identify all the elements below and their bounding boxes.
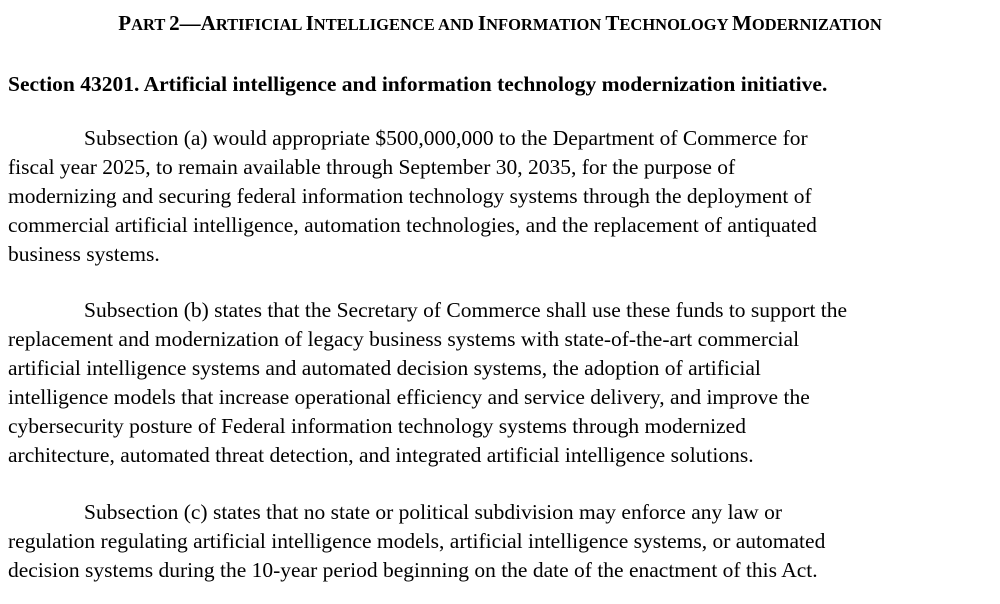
part-heading-segment: NTELLIGENCE AND [313,15,478,34]
paragraph-line: regulation regulating artificial intelligence models, artificial intelligence systems, or automated [8,529,826,553]
section-heading: Section 43201. Artificial intelligence and information technology modernization initiative. [8,72,828,96]
paragraph-line: architecture, automated threat detection, and integrated artificial intelligence solutions. [8,443,754,467]
part-heading-segment: P [118,11,132,35]
paragraph-line: business systems. [8,242,160,266]
paragraph-line: Subsection (b) states that the Secretary of Commerce shall use these funds to support the [84,298,848,322]
paragraph-line: Subsection (c) states that no state or political subdivision may enforce any law or [84,500,782,524]
subsection-b-paragraph [8,296,992,470]
subsection-a-paragraph [8,124,992,269]
paragraph-line: cybersecurity posture of Federal information technology systems through modernized [8,414,746,438]
part-heading-segment: NFORMATION [486,15,606,34]
part-heading-segment: I [477,11,487,35]
paragraph-line: fiscal year 2025, to remain available through September 30, 2035, for the purpose of [8,155,736,179]
subsection-c-paragraph [8,498,992,585]
part-heading-segment: I [305,11,314,35]
paragraph-line: decision systems during the 10-year period beginning on the date of the enactment of this Act. [8,558,818,582]
part-heading-segment: ART [131,15,170,34]
paragraph-line: intelligence models that increase operational efficiency and service delivery, and improve the [8,385,810,409]
paragraph-line: Subsection (a) would appropriate $500,000,000 to the Department of Commerce for [84,126,808,150]
part-heading-segment: T [605,11,620,35]
paragraph-line: modernizing and securing federal information technology systems through the deployment of [8,184,812,208]
part-heading-segment: RTIFICIAL [215,15,306,34]
paragraph-line: replacement and modernization of legacy business systems with state-of-the-art commercial [8,327,800,351]
part-heading-segment: ODERNIZATION [751,15,882,34]
paragraph-line: artificial intelligence systems and automated decision systems, the adoption of artificial [8,356,761,380]
paragraph-line: commercial artificial intelligence, automation technologies, and the replacement of antiquated [8,213,817,237]
part-heading-segment: 2—A [169,11,216,35]
part-heading-segment: ECHNOLOGY [619,15,733,34]
part-heading-segment: M [732,11,752,35]
part-heading [8,10,992,38]
